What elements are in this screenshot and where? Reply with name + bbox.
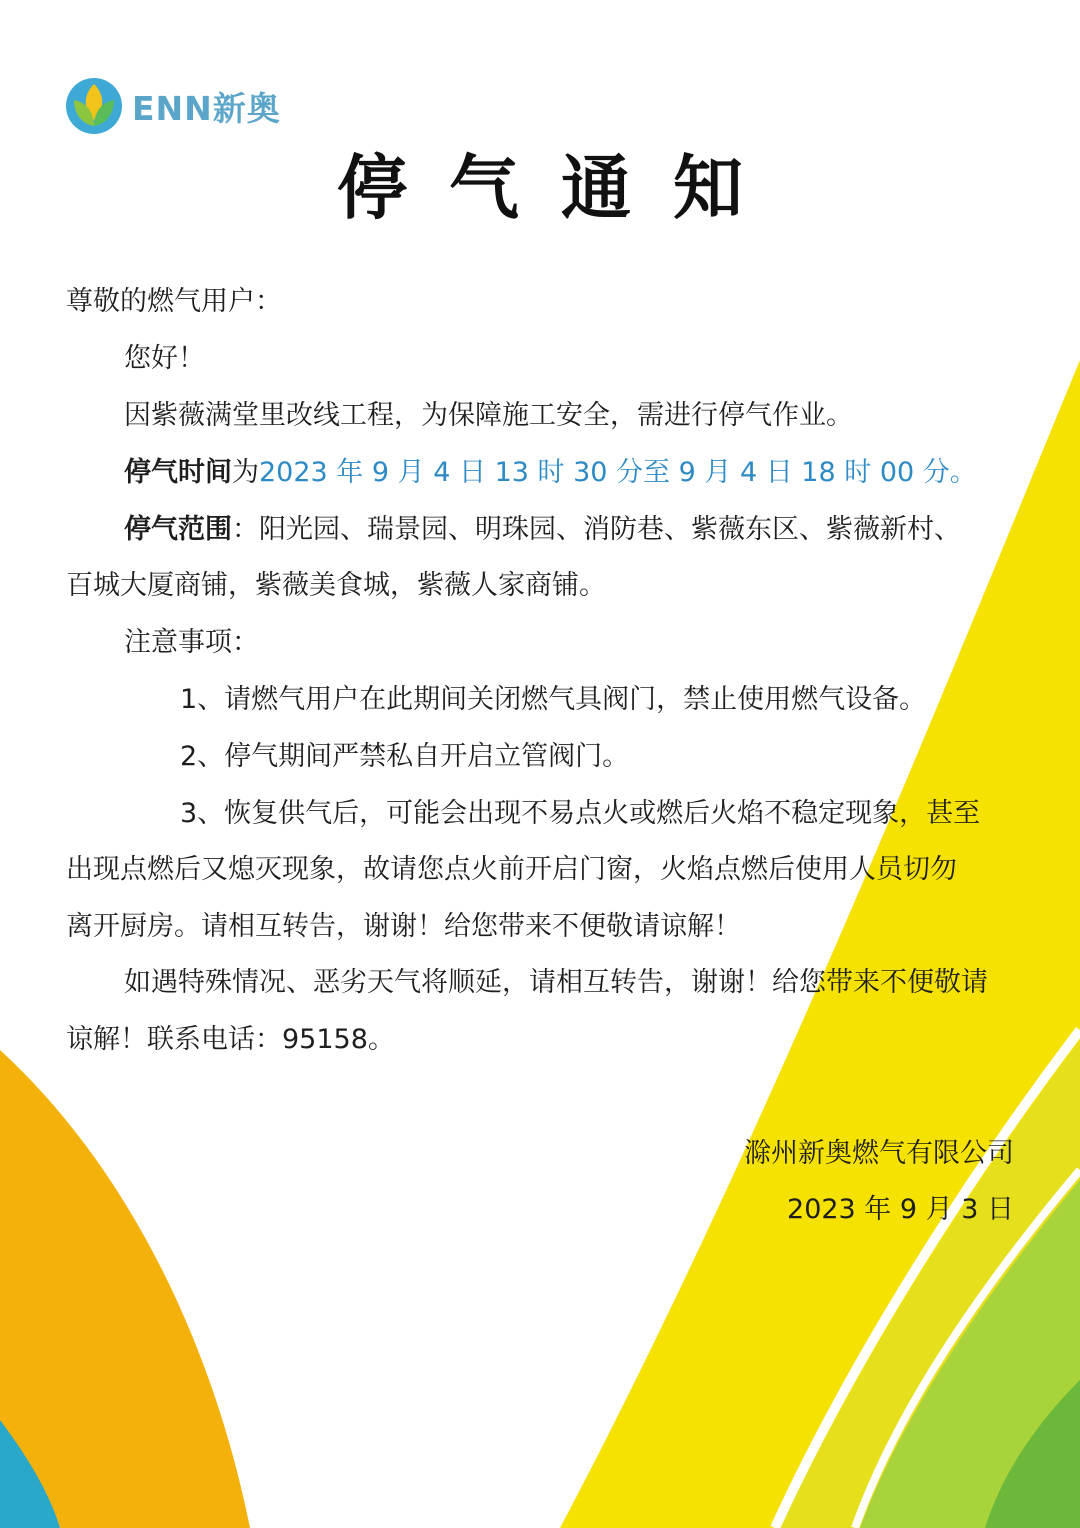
note-item-2: 2、停气期间严禁私自开启立管阀门。 [180, 741, 630, 772]
reason-line: 因紫薇满堂里改线工程，为保障施工安全，需进行停气作业。 [124, 400, 853, 431]
outage-time-prefix: 为 [232, 457, 259, 488]
signature-company: 滁州新奥燃气有限公司 [744, 1138, 1014, 1169]
outage-time-value: 2023 年 9 月 4 日 13 时 30 分至 9 月 4 日 18 时 00 分。 [259, 457, 977, 488]
note-item-3-line1: 3、恢复供气后，可能会出现不易点火或燃后火焰不稳定现象，甚至 [180, 798, 981, 829]
signature-date: 2023 年 9 月 3 日 [787, 1194, 1014, 1225]
outage-scope-line1: ：阳光园、瑞景园、明珠园、消防巷、紫薇东区、紫薇新村、 [232, 514, 961, 545]
enn-logo [64, 76, 281, 136]
note-item-3-line2: 出现点燃后又熄灭现象，故请您点火前开启门窗，火焰点燃后使用人员切勿 [66, 854, 957, 885]
outage-scope-label: 停气范围 [124, 514, 232, 545]
note-item-3-line3: 离开厨房。请相互转告，谢谢！给您带来不便敬请谅解！ [66, 911, 741, 942]
outage-time [124, 453, 977, 493]
closing-line1: 如遇特殊情况、恶劣天气将顺延，请相互转告，谢谢！给您带来不便敬请 [124, 967, 988, 998]
outage-time-label: 停气时间 [124, 457, 232, 488]
outage-scope [124, 510, 961, 550]
enn-logo-icon [64, 76, 124, 136]
greeting: 尊敬的燃气用户： [66, 286, 282, 317]
note-item-1: 1、请燃气用户在此期间关闭燃气具阀门，禁止使用燃气设备。 [180, 684, 927, 715]
logo-text: ENN新奥 [132, 88, 281, 128]
outage-scope-line2: 百城大厦商铺，紫薇美食城，紫薇人家商铺。 [66, 570, 606, 601]
hello-line: 您好！ [124, 343, 205, 374]
notes-heading: 注意事项： [124, 627, 259, 658]
notice-title: 停气通知 [337, 147, 785, 229]
closing-line2: 谅解！联系电话：95158。 [66, 1024, 395, 1055]
